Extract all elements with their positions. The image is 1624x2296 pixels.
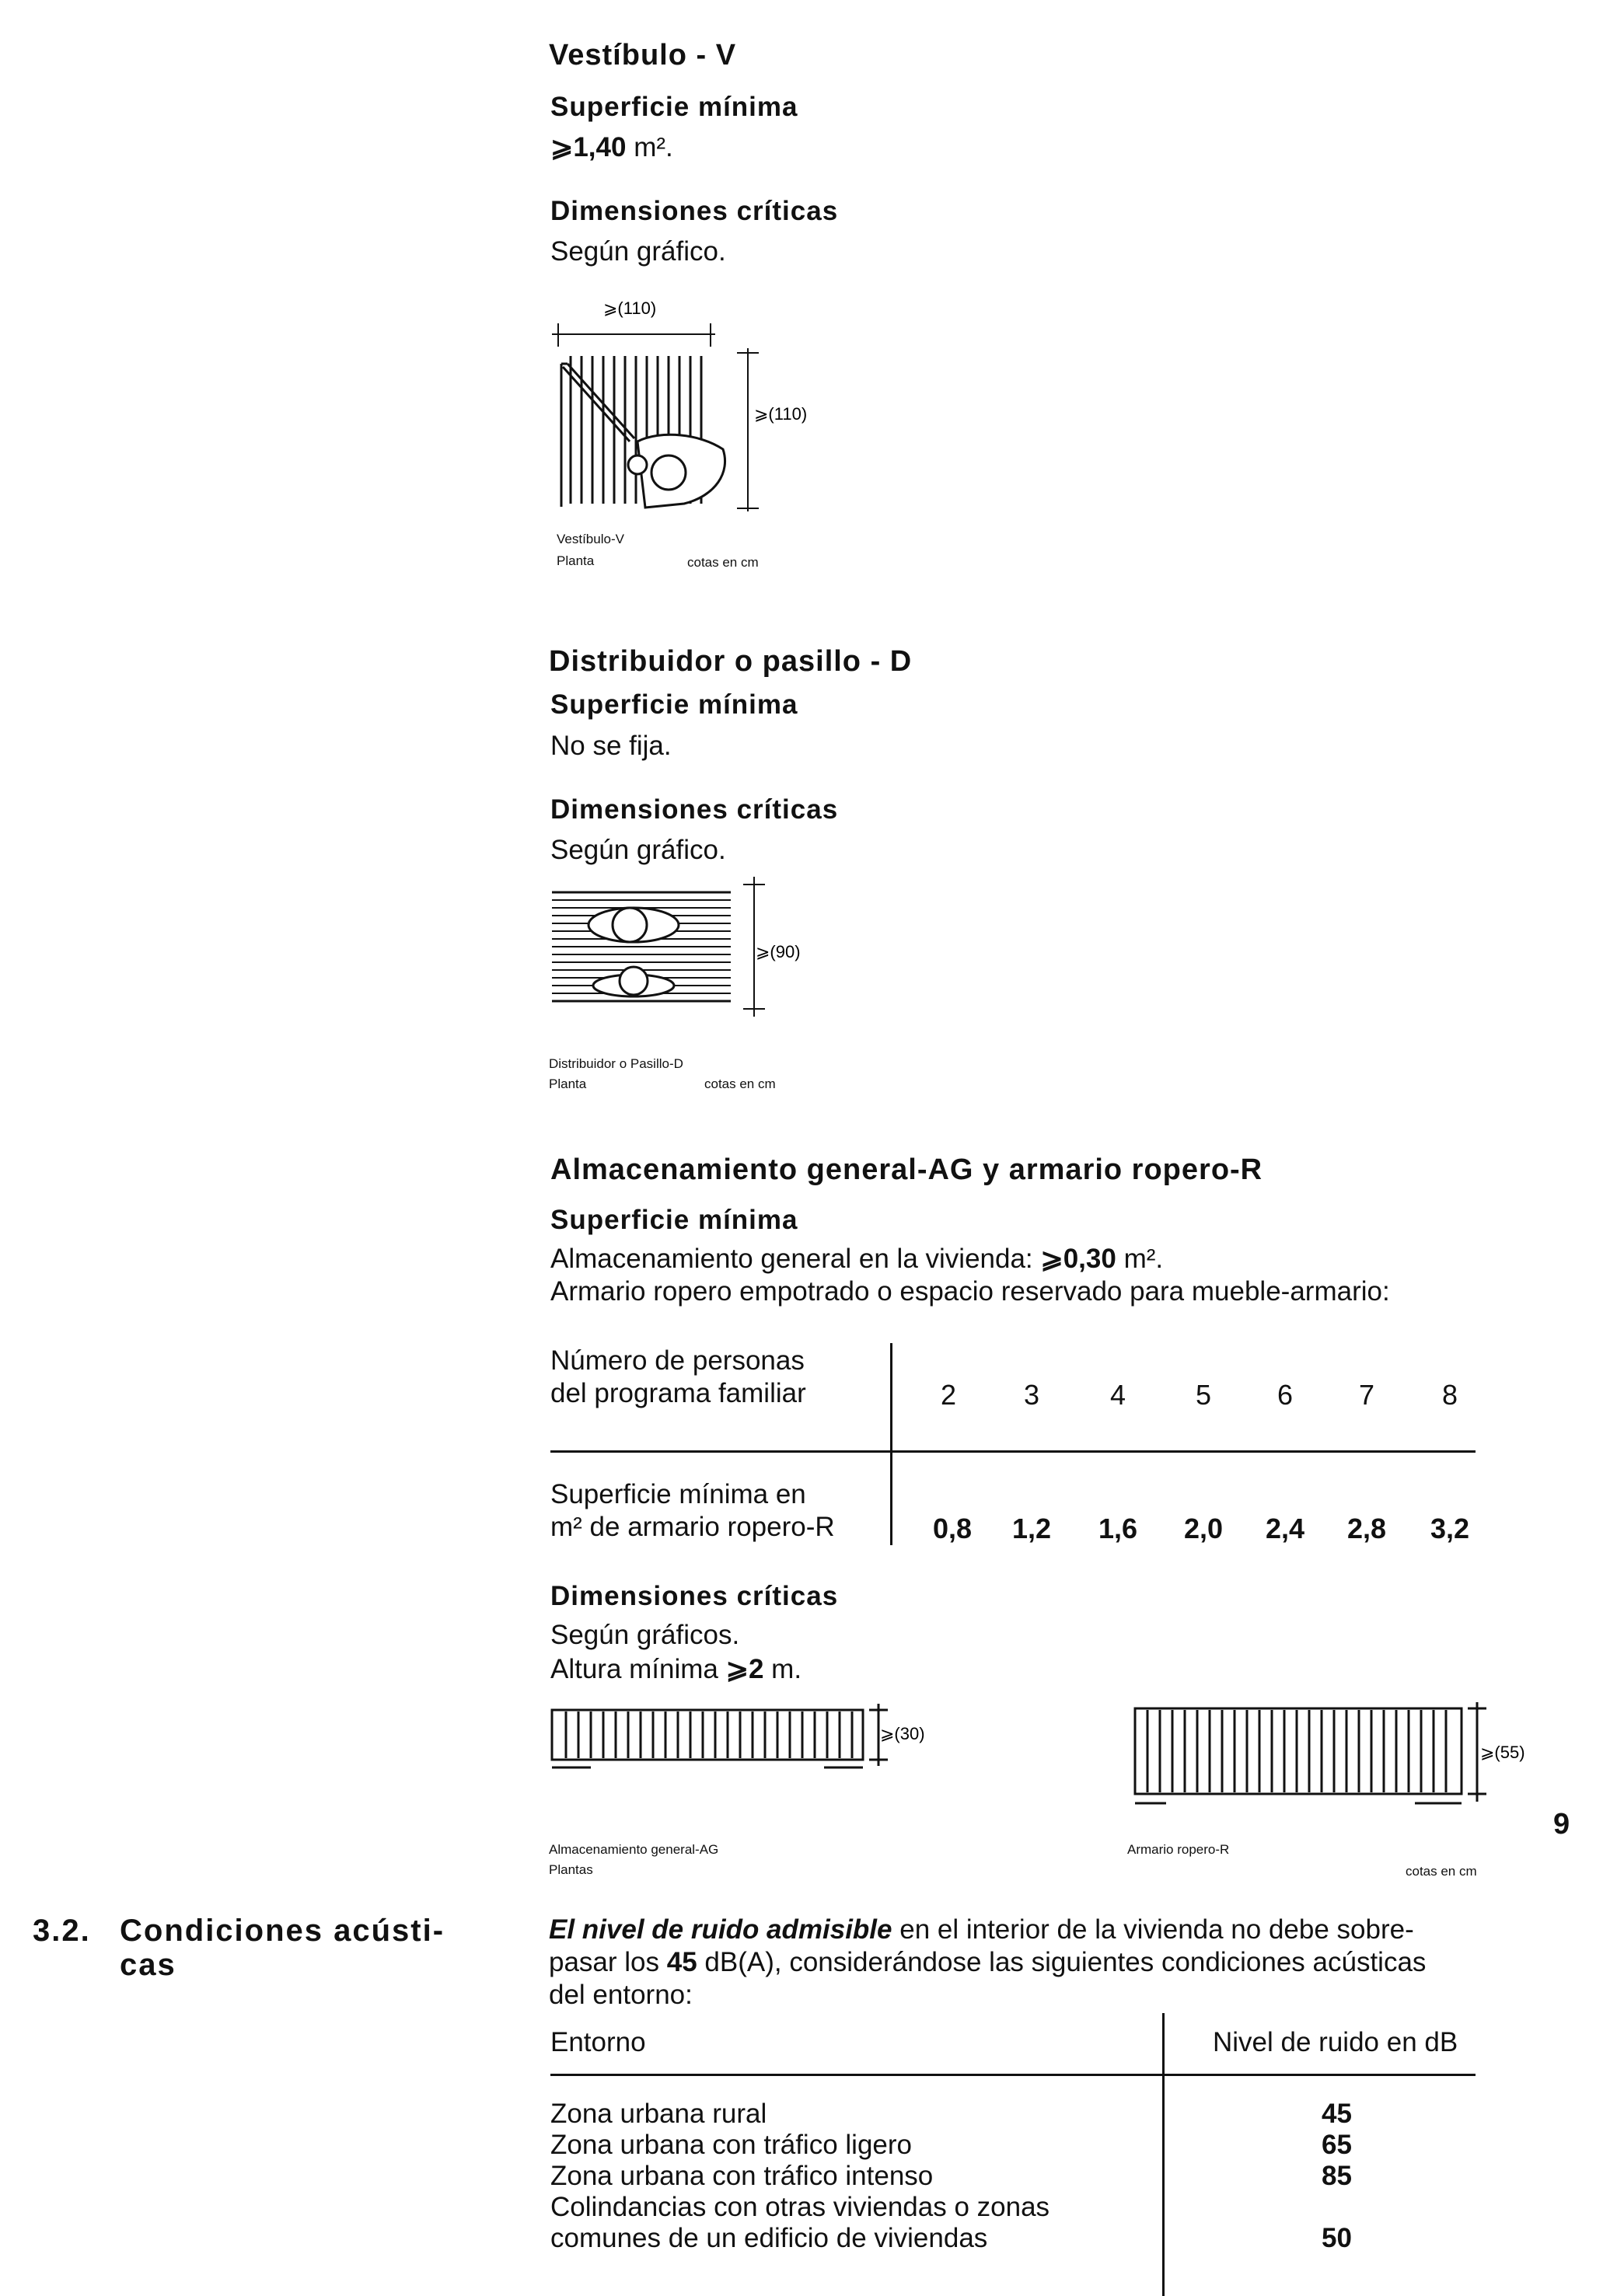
ag-hatching	[566, 1712, 852, 1758]
acusticas-para-2c: dB(A), considerándose las siguientes condiciones acústicas	[697, 1947, 1427, 1977]
ropero-table-vline	[890, 1343, 892, 1545]
distribuidor-title: Distribuidor o pasillo - D	[549, 645, 913, 678]
ropero-persons-2: 2	[940, 1379, 957, 1411]
ropero-persons-8: 8	[1441, 1379, 1458, 1411]
noise-table-hline	[550, 2074, 1476, 2076]
vestibulo-title: Vestíbulo - V	[549, 39, 737, 72]
almacenamiento-line1-text: Almacenamiento general en la vivienda:	[550, 1244, 1033, 1274]
distribuidor-dim: ⩾(90)	[756, 942, 801, 961]
distribuidor-caption-2: Planta	[549, 1076, 587, 1091]
almacenamiento-dim-text2-b: ⩾2	[725, 1654, 764, 1684]
ropero-table-hline	[550, 1450, 1476, 1453]
ropero-row2-label-2: m² de armario ropero-R	[550, 1512, 835, 1542]
vestibulo-caption-2: Planta	[557, 553, 595, 568]
vestibulo-sup-value	[550, 132, 673, 163]
distribuidor-caption-1: Distribuidor o Pasillo-D	[549, 1056, 683, 1071]
noise-row-4-nivel: 50	[1322, 2223, 1352, 2253]
ropero-row2-label	[550, 1478, 835, 1544]
ropero-area-6: 2,4	[1265, 1513, 1305, 1544]
vestibulo-plan-drawing	[544, 286, 840, 519]
almacenamiento-line2: Armario ropero empotrado o espacio reservado para mueble-armario:	[550, 1276, 1390, 1307]
vestibulo-sup-unit: m².	[634, 132, 673, 162]
noise-col-entorno: Entorno	[550, 2027, 646, 2057]
ropero-area-4: 1,6	[1098, 1513, 1138, 1544]
ropero-area-2: 0,8	[932, 1513, 973, 1544]
almacenamiento-dim-text2	[550, 1654, 802, 1685]
almacenamiento-dim-label: Dimensiones críticas	[550, 1581, 839, 1611]
vestibulo-dim-right: ⩾(110)	[754, 404, 808, 424]
distribuidor-sup-label: Superficie mínima	[550, 689, 798, 720]
section-number: 3.2.	[33, 1914, 91, 1948]
acusticas-para-2a: pasar los	[549, 1947, 667, 1977]
ag-caption-1: Almacenamiento general-AG	[549, 1842, 719, 1857]
vestibulo-sup-label: Superficie mínima	[550, 92, 798, 122]
ag-dim: ⩾(30)	[880, 1724, 925, 1743]
section-title-2: cas	[120, 1948, 176, 1982]
noise-row-2-nivel: 65	[1322, 2130, 1352, 2160]
noise-row-2-entorno: Zona urbana con tráfico ligero	[550, 2130, 912, 2160]
page-number: 9	[1553, 1808, 1570, 1841]
ropero-persons-3: 3	[1023, 1379, 1040, 1411]
almacenamiento-title: Almacenamiento general-AG y armario ropero-R	[550, 1153, 1263, 1186]
vestibulo-dim-label: Dimensiones críticas	[550, 196, 839, 226]
noise-row-3-entorno: Zona urbana con tráfico intenso	[550, 2161, 934, 2191]
noise-row-3-nivel: 85	[1322, 2161, 1352, 2191]
ropero-area-5: 2,0	[1183, 1513, 1224, 1544]
ropero-plan-drawing	[1119, 1693, 1539, 1817]
vestibulo-dim-text: Según gráfico.	[550, 236, 726, 267]
ag-caption-2: Plantas	[549, 1862, 593, 1877]
ropero-persons-5: 5	[1195, 1379, 1212, 1411]
noise-row-1-entorno: Zona urbana rural	[550, 2099, 767, 2129]
ag-plan-drawing	[544, 1694, 948, 1780]
vestibulo-dim-top: ⩾(110)	[603, 298, 657, 318]
ropero-row1-label-1: Número de personas	[550, 1345, 805, 1376]
almacenamiento-sup-label: Superficie mínima	[550, 1205, 798, 1235]
distribuidor-plan-drawing	[544, 869, 824, 1056]
vestibulo-sup-number: ⩾1,40	[550, 132, 627, 162]
ropero-persons-4: 4	[1109, 1379, 1126, 1411]
vestibulo-caption-3: cotas en cm	[687, 555, 759, 570]
almacenamiento-dim-text1: Según gráficos.	[550, 1620, 740, 1650]
ropero-persons-7: 7	[1358, 1379, 1375, 1411]
ropero-area-7: 2,8	[1346, 1513, 1387, 1544]
acusticas-para-3: del entorno:	[549, 1980, 693, 2010]
noise-rows	[550, 2099, 1049, 2254]
distribuidor-dim-label: Dimensiones críticas	[550, 794, 839, 825]
section-title-1: Condiciones acústi-	[120, 1914, 445, 1948]
ropero-area-8: 3,2	[1430, 1513, 1470, 1544]
ropero-dim: ⩾(55)	[1480, 1743, 1525, 1762]
acusticas-emphasis: El nivel de ruido admisible	[549, 1914, 892, 1945]
noise-row-1-nivel: 45	[1322, 2099, 1352, 2129]
noise-values	[1322, 2099, 1352, 2254]
distribuidor-caption-3: cotas en cm	[704, 1076, 776, 1091]
noise-col-nivel: Nivel de ruido en dB	[1213, 2027, 1458, 2057]
noise-row-4-entorno-1: Colindancias con otras viviendas o zonas	[550, 2192, 1050, 2222]
ropero-hatching	[1147, 1710, 1446, 1792]
vestibulo-caption-1: Vestíbulo-V	[557, 532, 624, 546]
ropero-row2-label-1: Superficie mínima en	[550, 1479, 806, 1509]
noise-row-4-entorno-2: comunes de un edificio de viviendas	[550, 2223, 988, 2253]
ropero-area-3: 1,2	[1011, 1513, 1052, 1544]
almacenamiento-dim-text2-a: Altura mínima	[550, 1654, 718, 1684]
almacenamiento-line1	[550, 1244, 1163, 1275]
almacenamiento-line1-value: ⩾0,30	[1040, 1244, 1116, 1274]
ropero-caption-1: Armario ropero-R	[1127, 1842, 1230, 1857]
almacenamiento-line1-unit: m².	[1123, 1244, 1164, 1274]
acusticas-paragraph	[549, 1914, 1521, 2012]
ropero-row1-label	[550, 1345, 806, 1410]
distribuidor-dim-text: Según gráfico.	[550, 835, 726, 865]
ropero-row1-label-2: del programa familiar	[550, 1378, 806, 1408]
section-title	[120, 1914, 445, 1982]
acusticas-para-2b: 45	[666, 1947, 697, 1977]
noise-table-vline	[1162, 2013, 1165, 2296]
ropero-caption-2: cotas en cm	[1406, 1864, 1477, 1879]
distribuidor-sup-text: No se fija.	[550, 731, 672, 761]
ropero-persons-6: 6	[1276, 1379, 1294, 1411]
almacenamiento-dim-text2-c: m.	[771, 1654, 802, 1684]
acusticas-para-1: en el interior de la vivienda no debe sobre-	[892, 1914, 1414, 1945]
